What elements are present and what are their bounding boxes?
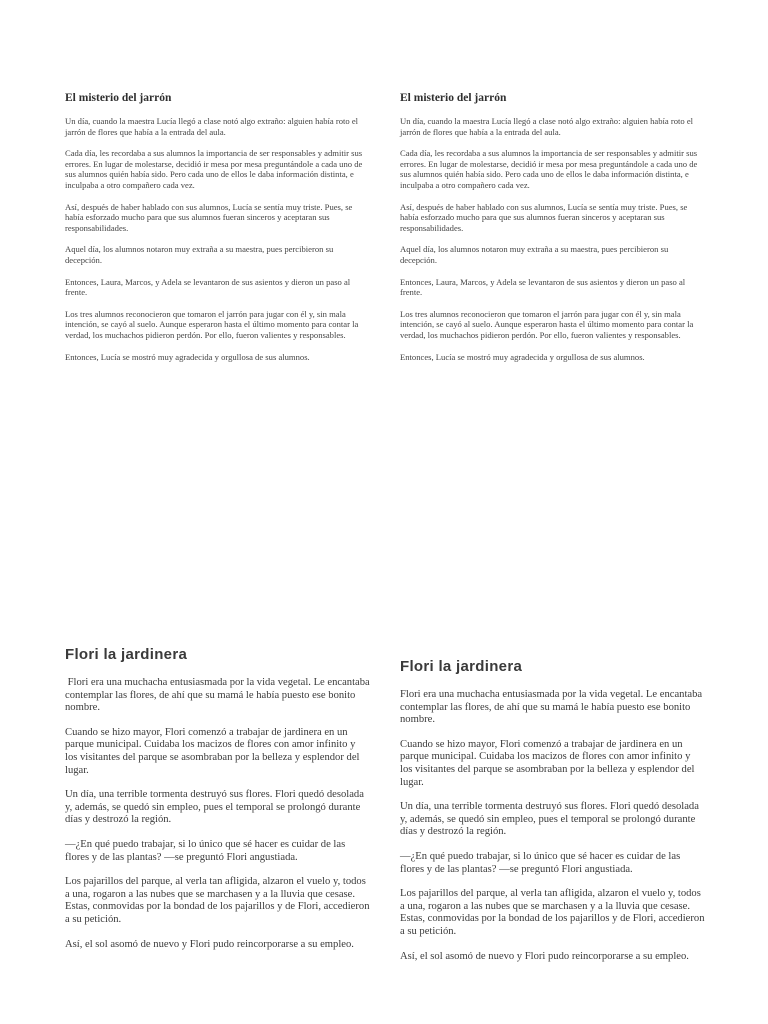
story-paragraph: Un día, cuando la maestra Lucía llegó a clase notó algo extraño: alguien había roto el jarrón de flores que había a la entrada del aula. <box>400 116 694 137</box>
story-paragraph: Cuando se hizo mayor, Flori comenzó a trabajar de jardinera en un parque municipal. Cuidaba los macizos de flores con amor infinito y los visitantes del parque se asombraban por la belleza y esplendor del lugar. <box>65 726 360 776</box>
story-paragraph: Cuando se hizo mayor, Flori comenzó a trabajar de jardinera en un parque municipal. Cuidaba los macizos de flores con amor infinito y los visitantes del parque se asombraban por la belleza y esplendor del lugar. <box>400 738 695 788</box>
story-paragraph: Cada día, les recordaba a sus alumnos la importancia de ser responsables y admitir sus errores. En lugar de molestarse, decidió ir mesa por mesa preguntándole a cada uno de sus alumnos quién había sido. Pero cada uno de ellos le daba información distinta, e inculpaba a otro compañero cada vez. <box>400 148 698 190</box>
story-paragraph: Así, después de haber hablado con sus alumnos, Lucía se sentía muy triste. Pues, se había esforzado mucho para que sus alumnos fueran sinceros y aceptaran sus responsabilidades. <box>400 201 688 233</box>
story-paragraph: Así, el sol asomó de nuevo y Flori pudo reincorporarse a su empleo. <box>65 938 354 950</box>
story-paragraph: Entonces, Laura, Marcos, y Adela se levantaron de sus asientos y dieron un paso al frente. <box>65 276 351 298</box>
story-paragraph: Aquel día, los alumnos notaron muy extraña a su maestra, pues percibieron su decepción. <box>400 244 669 265</box>
story-paragraph: Entonces, Lucía se mostró muy agradecida y orgullosa de sus alumnos. <box>65 351 310 362</box>
story-paragraph: Así, después de haber hablado con sus alumnos, Lucía se sentía muy triste. Pues, se había esforzado mucho para que sus alumnos fueran sinceros y aceptaran sus responsabilidades. <box>65 201 353 233</box>
story-paragraph: Los tres alumnos reconocieron que tomaron el jarrón para jugar con él y, sin mala intención, se cayó al suelo. Aunque esperaron hasta el último momento para contar la verdad, los muchachos pidieron perdón. Por ello, fueron valientes y responsables. <box>400 308 694 340</box>
story-paragraph: —¿En qué puedo trabajar, si lo único que sé hacer es cuidar de las flores y de las plantas? —se preguntó Flori angustiada. <box>65 838 346 863</box>
story-paragraph: Un día, una terrible tormenta destruyó sus flores. Flori quedó desolada y, además, se quedó sin empleo, pues el temporal se prolongó durante días y destrozó la región. <box>65 789 364 826</box>
story-jarron-left <box>65 92 370 373</box>
story-title: Flori la jardinera <box>400 658 523 675</box>
story-paragraph: Entonces, Lucía se mostró muy agradecida y orgullosa de sus alumnos. <box>400 351 645 362</box>
story-paragraph: Aquel día, los alumnos notaron muy extraña a su maestra, pues percibieron su decepción. <box>65 244 334 265</box>
story-paragraph: —¿En qué puedo trabajar, si lo único que sé hacer es cuidar de las flores y de las plantas? —se preguntó Flori angustiada. <box>400 850 681 875</box>
story-flori-left <box>65 646 373 963</box>
story-paragraph: Los pajarillos del parque, al verla tan afligida, alzaron el vuelo y, todos a una, rogaron a las nubes que se marchasen y a la lluvia que cesase. Estas, conmovidas por la bondad de los pajarillos y de Flori, accedieron a su petición. <box>400 888 705 937</box>
story-paragraph: Los tres alumnos reconocieron que tomaron el jarrón para jugar con él y, sin mala intención, se cayó al suelo. Aunque esperaron hasta el último momento para contar la verdad, los muchachos pidieron perdón. Por ello, fueron valientes y responsables. <box>65 308 359 340</box>
story-paragraph: Un día, una terrible tormenta destruyó sus flores. Flori quedó desolada y, además, se quedó sin empleo, pues el temporal se prolongó durante días y destrozó la región. <box>400 801 699 838</box>
story-paragraph: Así, el sol asomó de nuevo y Flori pudo reincorporarse a su empleo. <box>400 950 689 962</box>
story-flori-right <box>400 658 705 975</box>
story-paragraph: Los pajarillos del parque, al verla tan afligida, alzaron el vuelo y, todos a una, rogaron a las nubes que se marchasen y a la lluvia que cesase. Estas, conmovidas por la bondad de los pajarillos y de Flori, accedieron a su petición. <box>65 876 370 925</box>
story-paragraph: Flori era una muchacha entusiasmada por la vida vegetal. Le encantaba contemplar las flores, de ahí que su mamá le había puesto ese bonito nombre. <box>65 677 373 714</box>
story-jarron-right <box>400 92 705 373</box>
story-paragraph: Un día, cuando la maestra Lucía llegó a clase notó algo extraño: alguien había roto el jarrón de flores que había a la entrada del aula. <box>65 116 359 137</box>
story-paragraph: Flori era una muchacha entusiasmada por la vida vegetal. Le encantaba contemplar las flores, de ahí que su mamá le había puesto ese bonito nombre. <box>400 689 703 726</box>
story-paragraph: Entonces, Laura, Marcos, y Adela se levantaron de sus asientos y dieron un paso al frente. <box>400 276 686 298</box>
story-title: El misterio del jarrón <box>400 92 507 104</box>
story-paragraph: Cada día, les recordaba a sus alumnos la importancia de ser responsables y admitir sus errores. En lugar de molestarse, decidió ir mesa por mesa preguntándole a cada uno de sus alumnos quién había sido. Pero cada uno de ellos le daba información distinta, e inculpaba a otro compañero cada vez. <box>65 148 363 190</box>
story-title: El misterio del jarrón <box>65 92 172 104</box>
story-title: Flori la jardinera <box>65 646 188 663</box>
